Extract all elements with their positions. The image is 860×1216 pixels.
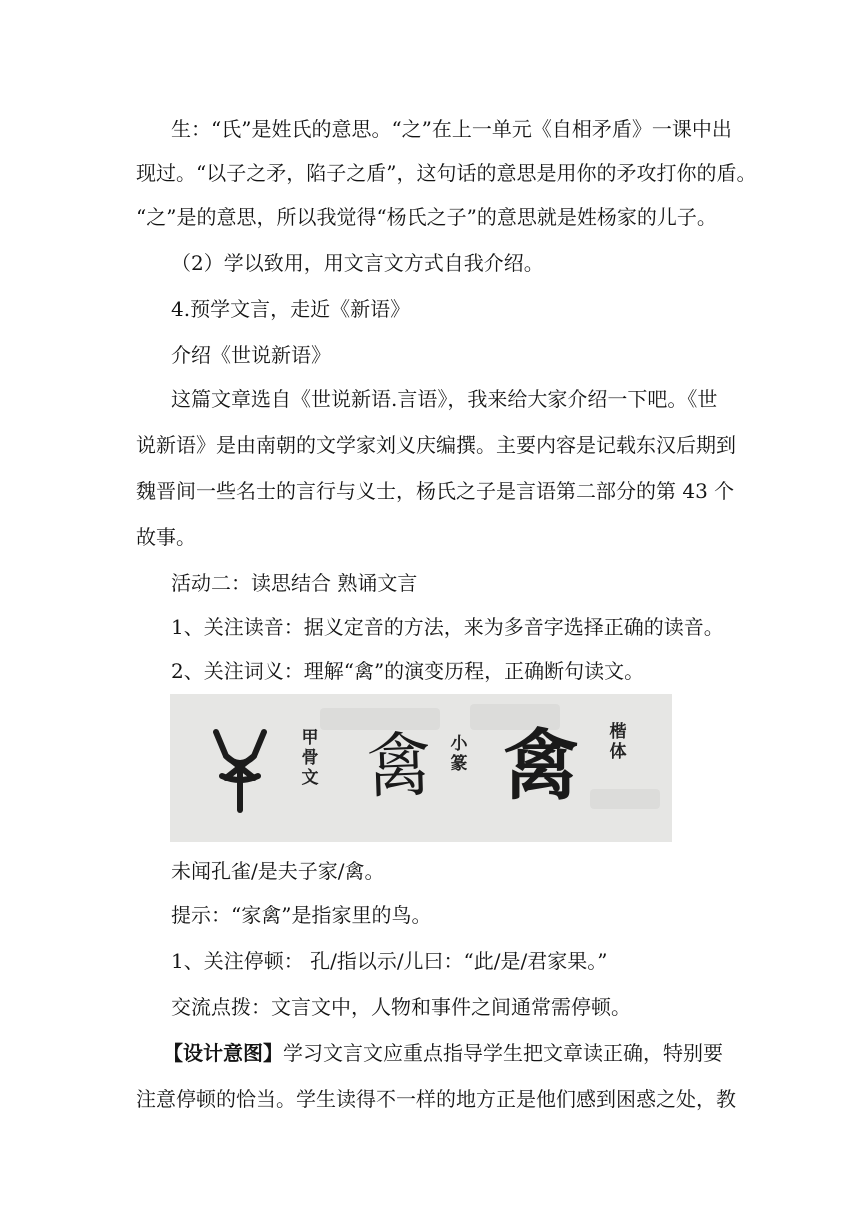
list-item: 1、关注读音：据义定音的方法，来为多音字选择正确的读音。 <box>171 615 724 639</box>
paragraph-line: 说新语》是由南朝的文学家刘义庆编撰。主要内容是记载东汉后期到 <box>136 433 736 457</box>
design-intent-text: 学习文言文应重点指导学生把文章读正确，特别要 <box>283 1041 723 1065</box>
paragraph-line: 注意停顿的恰当。学生读得不一样的地方正是他们感到困惑之处，教 <box>136 1087 736 1111</box>
oracle-bone-glyph <box>208 724 272 816</box>
sub-heading: （2）学以致用，用文言文方式自我介绍。 <box>171 251 544 275</box>
label-regular: 楷体 <box>609 722 627 762</box>
paragraph-line: 交流点拨：文言文中，人物和事件之间通常需停顿。 <box>171 995 631 1019</box>
activity-heading: 活动二：读思结合 熟诵文言 <box>171 571 418 595</box>
list-item: 1、关注停顿： 孔/指以示/儿曰：“此/是/君家果。” <box>171 949 608 973</box>
design-intent-line <box>163 1040 738 1066</box>
label-oracle: 甲骨文 <box>301 728 319 788</box>
paragraph-line: 现过。“以子之矛，陷子之盾”，这句话的意思是用你的矛攻打你的盾。 <box>136 161 757 185</box>
character-evolution-figure <box>170 694 672 842</box>
paragraph-line: 魏晋间一些名士的言行与义士，杨氏之子是言语第二部分的第 43 个 <box>136 479 735 503</box>
design-intent-tag: 【设计意图】 <box>163 1041 283 1065</box>
seal-script-glyph: 禽 <box>365 723 433 809</box>
paragraph-line: “之”是的意思，所以我觉得“杨氏之子”的意思就是姓杨家的儿子。 <box>136 205 717 229</box>
example-sentence: 未闻孔雀/是夫子家/禽。 <box>171 859 385 883</box>
label-seal: 小篆 <box>450 734 468 774</box>
paragraph-line: 这篇文章选自《世说新语.言语》，我来给大家介绍一下吧。《世 <box>171 387 718 411</box>
paragraph-line: 故事。 <box>136 525 196 549</box>
paragraph-line: 生：“氏”是姓氏的意思。“之”在上一单元《自相矛盾》一课中出 <box>171 117 732 141</box>
hint-text: 提示：“家禽”是指家里的鸟。 <box>171 903 432 927</box>
section-heading: 4.预学文言，走近《新语》 <box>171 297 411 321</box>
paragraph-line: 介绍《世说新语》 <box>171 343 331 367</box>
regular-script-glyph: 禽 <box>503 721 579 810</box>
list-item: 2、关注词义：理解“禽”的演变历程，正确断句读文。 <box>171 659 645 683</box>
